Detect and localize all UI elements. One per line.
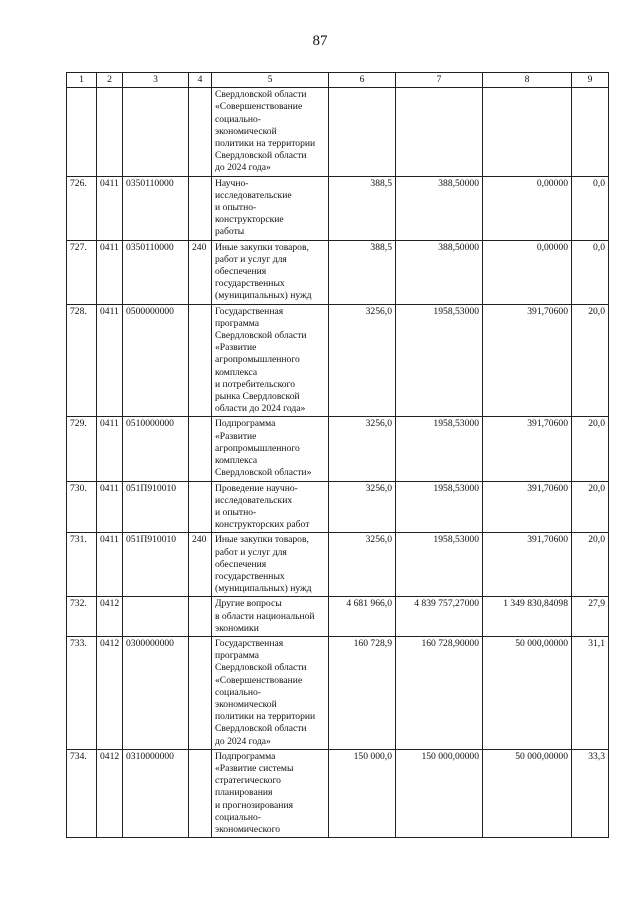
executed-amount: 391,70600 — [483, 304, 572, 417]
approved-amount: 388,5 — [329, 176, 396, 240]
approved-amount: 3256,0 — [329, 481, 396, 533]
approved-amount: 150 000,0 — [329, 749, 396, 837]
execution-percent: 20,0 — [572, 304, 609, 417]
refined-amount — [396, 88, 483, 176]
approved-amount — [329, 88, 396, 176]
executed-amount: 0,00000 — [483, 176, 572, 240]
refined-amount: 388,50000 — [396, 176, 483, 240]
expense-type-code — [189, 88, 212, 176]
table-row — [67, 240, 609, 304]
header-cell: 1 — [67, 73, 97, 88]
approved-amount: 3256,0 — [329, 533, 396, 597]
row-number: 728. — [67, 304, 97, 417]
executed-amount: 50 000,00000 — [483, 636, 572, 749]
refined-amount: 1958,53000 — [396, 481, 483, 533]
execution-percent: 20,0 — [572, 533, 609, 597]
target-article-code — [123, 597, 189, 637]
refined-amount: 4 839 757,27000 — [396, 597, 483, 637]
item-name: Иные закупки товаров, работ и услуг для обеспечения государственных (муниципальных) нужд — [212, 533, 329, 597]
executed-amount: 50 000,00000 — [483, 749, 572, 837]
table-row — [67, 481, 609, 533]
refined-amount: 150 000,00000 — [396, 749, 483, 837]
executed-amount: 391,70600 — [483, 417, 572, 481]
execution-percent: 0,0 — [572, 240, 609, 304]
section-code: 0411 — [97, 176, 123, 240]
item-name: Проведение научно- исследовательских и опытно- конструкторских работ — [212, 481, 329, 533]
header-cell: 4 — [189, 73, 212, 88]
section-code — [97, 88, 123, 176]
header-cell: 2 — [97, 73, 123, 88]
target-article-code: 051П910010 — [123, 533, 189, 597]
target-article-code: 0310000000 — [123, 749, 189, 837]
item-name: Иные закупки товаров, работ и услуг для обеспечения государственных (муниципальных) нужд — [212, 240, 329, 304]
item-name: Другие вопросы в области национальной экономики — [212, 597, 329, 637]
executed-amount: 391,70600 — [483, 533, 572, 597]
row-number: 730. — [67, 481, 97, 533]
header-cell: 6 — [329, 73, 396, 88]
expense-type-code — [189, 481, 212, 533]
table-row — [67, 176, 609, 240]
header-cell: 9 — [572, 73, 609, 88]
header-cell: 7 — [396, 73, 483, 88]
approved-amount: 388,5 — [329, 240, 396, 304]
table-row — [67, 88, 609, 176]
target-article-code: 0500000000 — [123, 304, 189, 417]
target-article-code: 051П910010 — [123, 481, 189, 533]
expense-type-code — [189, 597, 212, 637]
table-row — [67, 597, 609, 637]
section-code: 0411 — [97, 417, 123, 481]
header-row — [67, 73, 609, 88]
header-cell: 8 — [483, 73, 572, 88]
expense-type-code — [189, 636, 212, 749]
table-row — [67, 749, 609, 837]
executed-amount: 391,70600 — [483, 481, 572, 533]
item-name: Подпрограмма «Развитие агропромышленного комплекса Свердловской области» — [212, 417, 329, 481]
execution-percent: 33,3 — [572, 749, 609, 837]
table-row — [67, 636, 609, 749]
row-number: 727. — [67, 240, 97, 304]
item-name: Государственная программа Свердловской области «Совершенствование социально- экономической политики на территории Свердловской области до 2024 года» — [212, 636, 329, 749]
item-name: Подпрограмма «Развитие системы стратегического планирования и прогнозирования социально- экономического — [212, 749, 329, 837]
approved-amount: 4 681 966,0 — [329, 597, 396, 637]
header-cell: 3 — [123, 73, 189, 88]
approved-amount: 160 728,9 — [329, 636, 396, 749]
execution-percent: 20,0 — [572, 481, 609, 533]
table-row — [67, 304, 609, 417]
section-code: 0412 — [97, 597, 123, 637]
expense-type-code — [189, 304, 212, 417]
expense-type-code: 240 — [189, 533, 212, 597]
execution-percent: 31,1 — [572, 636, 609, 749]
refined-amount: 388,50000 — [396, 240, 483, 304]
header-cell: 5 — [212, 73, 329, 88]
row-number: 733. — [67, 636, 97, 749]
refined-amount: 160 728,90000 — [396, 636, 483, 749]
item-name: Государственная программа Свердловской области «Развитие агропромышленного комплекса и потребительского рынка Свердловской области до 2024 года» — [212, 304, 329, 417]
target-article-code: 0350110000 — [123, 240, 189, 304]
target-article-code: 0510000000 — [123, 417, 189, 481]
executed-amount — [483, 88, 572, 176]
table-row — [67, 417, 609, 481]
item-name: Научно- исследовательские и опытно- конструкторские работы — [212, 176, 329, 240]
execution-percent: 20,0 — [572, 417, 609, 481]
table-row — [67, 533, 609, 597]
row-number: 726. — [67, 176, 97, 240]
approved-amount: 3256,0 — [329, 417, 396, 481]
section-code: 0412 — [97, 749, 123, 837]
execution-percent: 27,9 — [572, 597, 609, 637]
approved-amount: 3256,0 — [329, 304, 396, 417]
row-number: 729. — [67, 417, 97, 481]
refined-amount: 1958,53000 — [396, 417, 483, 481]
refined-amount: 1958,53000 — [396, 533, 483, 597]
execution-percent: 0,0 — [572, 176, 609, 240]
section-code: 0411 — [97, 533, 123, 597]
executed-amount: 1 349 830,84098 — [483, 597, 572, 637]
section-code: 0411 — [97, 240, 123, 304]
row-number — [67, 88, 97, 176]
target-article-code — [123, 88, 189, 176]
section-code: 0411 — [97, 481, 123, 533]
row-number: 734. — [67, 749, 97, 837]
execution-percent — [572, 88, 609, 176]
target-article-code: 0350110000 — [123, 176, 189, 240]
expense-type-code — [189, 749, 212, 837]
budget-table — [66, 72, 609, 838]
row-number: 731. — [67, 533, 97, 597]
section-code: 0412 — [97, 636, 123, 749]
row-number: 732. — [67, 597, 97, 637]
section-code: 0411 — [97, 304, 123, 417]
item-name: Свердловской области «Совершенствование социально- экономической политики на территории Свердловской области до 2024 года» — [212, 88, 329, 176]
expense-type-code — [189, 417, 212, 481]
page-number: 87 — [312, 33, 328, 49]
executed-amount: 0,00000 — [483, 240, 572, 304]
target-article-code: 0300000000 — [123, 636, 189, 749]
expense-type-code: 240 — [189, 240, 212, 304]
refined-amount: 1958,53000 — [396, 304, 483, 417]
expense-type-code — [189, 176, 212, 240]
